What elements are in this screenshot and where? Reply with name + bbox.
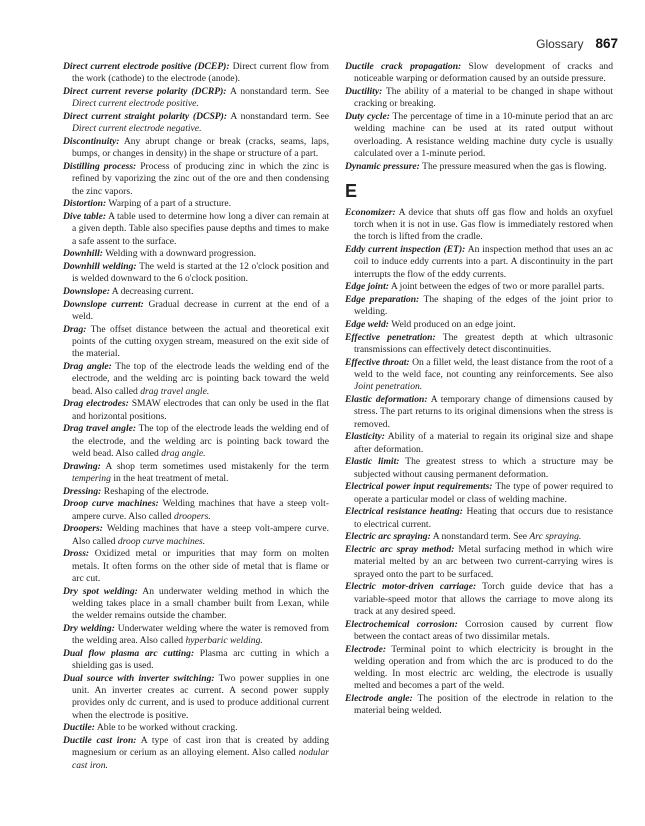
glossary-definition: The weld is started at the 12 o'clock position and is welded downward to the 6 o'clock position. [72,261,329,285]
cross-reference: drag travel angle. [140,385,210,397]
glossary-term: Ductile cast iron: [63,735,137,746]
glossary-entry [345,431,613,456]
glossary-entry [63,735,329,772]
glossary-entry [63,586,329,623]
glossary-entry [63,161,329,198]
glossary-term: Electric arc spraying: [345,531,431,543]
glossary-entry [63,111,329,136]
glossary-definition: Weld produced on an edge joint. [391,319,516,330]
glossary-entry [63,423,329,460]
glossary-entry [63,299,329,324]
glossary-term: Distortion: [63,198,107,210]
glossary-term: Effective penetration: [345,331,436,343]
glossary-term: Downhill welding: [63,261,137,272]
glossary-entry [345,357,613,394]
glossary-term: Elasticity: [345,431,385,443]
glossary-definition: A type of cast iron that is created by adding magnesium or cerium as an alloying element. Also called [72,735,329,759]
glossary-entry [345,281,613,293]
glossary-entry [345,207,613,244]
glossary-definition: A nonstandard term. See [230,111,329,122]
glossary-term: Dual source with inverter switching: [63,672,215,684]
glossary-term: Distilling process: [63,161,137,172]
glossary-definition: The ability of a material to be changed in shape without cracking or breaking. [354,86,613,110]
glossary-definition: Underwater welding where the water is removed from the welding area. Also called [72,622,329,646]
cross-reference: tempering [72,472,111,484]
glossary-term: Electrical power input requirements: [345,481,493,493]
glossary-definition: A decreasing current. [111,286,194,297]
cross-reference: Joint penetration. [354,381,423,393]
glossary-definition: The offset distance between the actual and theoretical exit points of the cutting oxygen stream, measured on the exit side of the material. [72,323,329,360]
glossary-entry [345,644,613,693]
glossary-definition: A table used to determine how long a diver can remain at a given depth. Table also specifies pause depths and times to make a safe assent to the surface. [72,211,329,247]
glossary-entry [345,531,613,543]
glossary-definition: Warping of a part of a structure. [108,198,231,210]
glossary-term: Dross: [63,548,90,560]
glossary-definition: A shop term sometimes used mistakenly for the term [105,460,329,472]
glossary-definition: The position of the electrode in relation to the material being welded. [354,693,613,717]
section-title: Glossary [536,37,584,51]
glossary-definition: Ability of a material to regain its original size and shape after deformation. [354,431,613,455]
glossary-entry [345,86,613,111]
glossary-entry [63,523,329,548]
glossary-entry [63,648,329,673]
glossary-entry [63,198,329,210]
glossary-term: Electrical resistance heating: [345,506,463,518]
glossary-definition: An underwater welding method in which the welding takes place in a small chamber built from Lexan, while the welder remains outside the chamber. [72,585,330,621]
right-column-bottom-entries [345,207,613,718]
glossary-definition: The top of the electrode leads the welding end of the electrode, and the welding arc is pointing back toward the weld bead. Also called [72,423,329,459]
glossary-entry [345,244,613,281]
glossary-definition: Welding machines that have a steep volt-ampere curve. Also called [72,498,329,522]
glossary-term: Electrochemical corrosion: [345,618,458,630]
glossary-term: Dry welding: [63,622,115,634]
glossary-definition: Corrosion caused by current flow between the contact areas of two dissimilar metals. [354,618,613,642]
glossary-entry [345,161,613,173]
right-column-top-entries [345,61,613,173]
glossary-term: Ductile: [63,722,95,734]
glossary-definition: Welding machines that have a steep volt-ampere curve. Also called [72,523,329,547]
glossary-definition: The pressure measured when the gas is flowing. [422,160,607,172]
glossary-entry [63,623,329,648]
glossary-term: Ductility: [345,86,383,97]
glossary-definition: Terminal point to which electricity is brought in the welding operation and from which the arc is produced to do the welding. In most electric arc welding, the electrode is usually melted and becomes a part of the weld. [354,643,613,692]
glossary-term: Drag angle: [63,361,112,372]
glossary-entry [345,581,613,618]
glossary-term: Drag electrodes: [63,398,129,410]
glossary-definition: A nonstandard term. See [229,86,329,97]
glossary-term: Dive table: [63,211,107,222]
glossary-definition: A temporary change of dimensions caused by stress. The part returns to its original dimensions when the stress is removed. [354,394,614,430]
glossary-term: Electric arc spray method: [345,544,455,555]
cross-reference: droopers. [174,510,211,522]
glossary-definition: A device that shuts off gas flow and holds an oxyfuel torch when it is not in use. Gas flow is immediately restored when the torch is lifted from the cradle. [354,206,613,243]
glossary-definition: Able to be worked without cracking. [96,722,238,734]
glossary-entry [345,111,613,160]
glossary-term: Drag: [63,323,87,335]
glossary-term: Droopers: [63,523,103,535]
glossary-definition: Direct current flow from the work (cathode) to the electrode (anode). [72,61,329,85]
glossary-entry [345,506,613,531]
glossary-term: Edge preparation: [345,294,420,305]
glossary-term: Economizer: [345,206,396,218]
glossary-definition: Oxidized metal or impurities that may form on molten metals. It often forms on the other side of metal that is flame or arc cut. [72,548,329,584]
glossary-entry [63,61,329,86]
glossary-term: Direct current electrode positive (DCEP): [63,61,230,72]
glossary-term: Downslope current: [63,298,144,310]
glossary-term: Ductile crack propagation: [345,61,462,72]
glossary-term: Discontinuity: [63,136,120,147]
left-column [63,61,329,772]
glossary-entry [63,286,329,298]
glossary-definition: Slow development of cracks and noticeable warping or deformation caused by an outside pressure. [354,61,614,85]
glossary-definition: Heating that occurs due to resistance to electrical current. [354,506,613,530]
glossary-entry [63,398,329,423]
glossary-definition: Plasma arc cutting in which a shielding gas is used. [72,647,329,671]
glossary-entry [63,486,329,498]
glossary-entry [345,456,613,481]
glossary-entry [63,361,329,398]
page-number: 867 [595,36,618,51]
glossary-entry [345,619,613,644]
glossary-entry [63,673,329,722]
glossary-entry [345,61,613,86]
glossary-term: Effective throat: [345,356,410,368]
cross-reference: hyperbaric welding. [185,635,263,646]
page-header [536,36,618,51]
glossary-term: Dual flow plasma arc cutting: [63,647,195,659]
glossary-term: Direct current reverse polarity (DCRP): [63,86,227,97]
glossary-entry [345,294,613,319]
cross-reference: nodular cast iron. [72,747,329,771]
glossary-entry [63,211,329,248]
glossary-term: Dressing: [63,485,102,497]
glossary-entry [345,693,613,718]
glossary-term: Droop curve machines: [63,498,159,510]
glossary-entry [345,544,613,581]
glossary-definition: On a fillet weld, the least distance from the root of a weld to the weld face, not counting any reinforcements. See also [354,356,613,380]
glossary-term: Edge joint: [345,281,389,293]
cross-reference: Direct current electrode negative. [72,123,202,135]
glossary-entry [63,461,329,486]
glossary-term: Electrode angle: [345,693,413,704]
glossary-term: Drawing: [63,460,101,472]
glossary-definition: A joint between the edges of two or more parallel parts. [390,281,605,293]
glossary-entry [63,261,329,286]
glossary-term: Electrode: [345,643,387,655]
glossary-definition: Gradual decrease in current at the end of a weld. [72,298,329,322]
glossary-entry [345,394,613,431]
glossary-entry [345,319,613,331]
glossary-entry [345,481,613,506]
glossary-definition: Welding with a downward progression. [105,248,257,260]
glossary-definition: Any abrupt change or break (cracks, seams, laps, bumps, or changes in density) in the shape or structure of a part. [72,136,329,160]
glossary-term: Duty cycle: [345,111,390,122]
cross-reference: drag angle. [161,447,206,459]
glossary-term: Downslope: [63,286,110,297]
glossary-definition: SMAW electrodes that can only be used in the flat and horizontal positions. [72,398,329,422]
glossary-term: Elastic deformation: [345,394,428,405]
glossary-definition: The greatest stress to which a structure may be subjected without causing permanent deformation. [354,456,613,480]
cross-reference: Arc spraying. [529,531,582,543]
glossary-definition: The percentage of time in a 10-minute period that an arc welding machine can be used at its rated output without overloading. A resistance welding machine duty cycle is usually calculated over a 1-minute period. [354,111,613,159]
section-letter-heading: E [345,180,358,201]
glossary-entry [63,324,329,361]
glossary-definition: The greatest depth at which ultrasonic transmissions can effectively detect discontinuities. [354,331,613,355]
glossary-entry [345,332,613,357]
glossary-term: Downhill: [63,248,103,260]
glossary-definition: The shaping of the edges of the joint prior to welding. [354,294,613,318]
glossary-entry [63,548,329,585]
glossary-definition: Metal surfacing method in which wire material melted by an arc between two current-carrying wires is sprayed onto the part to be surfaced. [354,544,614,580]
glossary-entry [63,86,329,111]
glossary-term: Drag travel angle: [63,423,137,435]
glossary-entry [63,248,329,260]
glossary-term: Dynamic pressure: [345,160,420,172]
glossary-definition: Two power supplies in one unit. An inverter creates ac current. A second power supply provides only dc current, and is used to produce additional current when the electrode is positive. [72,672,329,721]
glossary-term: Elastic limit: [345,456,400,468]
right-column [345,61,613,718]
glossary-term: Edge weld: [345,319,389,330]
glossary-entry [63,722,329,734]
glossary-entry [63,498,329,523]
glossary-definition: The type of power required to operate a particular model or class of welding machine. [354,481,613,505]
cross-reference: Direct current electrode positive. [72,98,199,110]
glossary-term: Eddy current inspection (ET): [345,244,466,255]
glossary-definition: Torch guide device that has a variable-speed motor that allows the carriage to move along its track at any desired speed. [354,581,613,617]
glossary-definition: An inspection method that uses an ac coil to induce eddy currents into a part. A discontinuity in the part interrupts the flow of the eddy currents. [354,244,614,280]
glossary-definition-continued: in the heat treatment of metal. [113,472,229,484]
glossary-definition: Process of producing zinc in which the zinc is refined by vaporizing the zinc out of the ore and then condensing the zinc vapors. [72,161,329,197]
glossary-definition: A nonstandard term. See [432,531,528,543]
cross-reference: droop curve machines. [117,535,206,547]
glossary-term: Dry spot welding: [63,585,138,597]
glossary-entry [63,136,329,161]
glossary-term: Electric motor-driven carriage: [345,581,477,593]
glossary-definition: The top of the electrode leads the welding end of the electrode, and the welding arc is pointing back toward the weld bead. Also called [72,361,329,397]
glossary-term: Direct current straight polarity (DCSP): [63,111,228,122]
glossary-definition: Reshaping of the electrode. [103,485,209,497]
